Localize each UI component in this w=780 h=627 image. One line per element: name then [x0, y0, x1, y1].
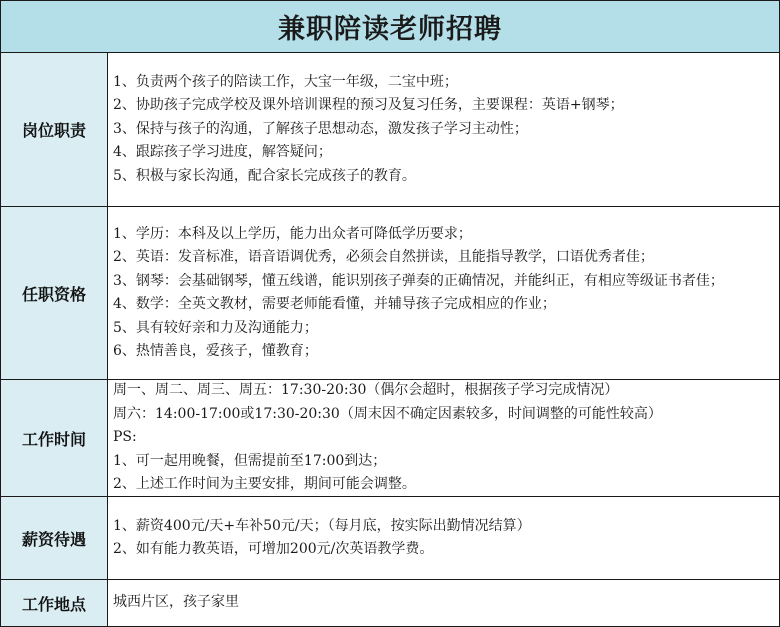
section-work-hours [1, 380, 779, 497]
list-item: 4、数学：全英文教材，需要老师能看懂，并辅导孩子完成相应的作业； [113, 296, 556, 312]
section-label-qualifications: 任职资格 [1, 207, 108, 379]
list-item: 周六：14:00-17:00或17:30-20:30（周末因不确定因素较多，时间调整的可能性较高） [113, 405, 662, 422]
list-item: 5、具有较好亲和力及沟通能力； [113, 319, 318, 336]
section-label-salary: 薪资待遇 [1, 497, 108, 579]
list-item: 城西片区，孩子家里 [113, 594, 239, 611]
section-content-work-hours [113, 380, 771, 496]
section-content-duties [113, 53, 771, 206]
section-qualifications [1, 207, 779, 380]
section-location [1, 580, 779, 626]
list-item: 2、英语：发音标准，语音语调优秀，必须会自然拼读，且能指导教学，口语优秀者佳； [113, 249, 654, 265]
list-item: 4、跟踪孩子学习进度，解答疑问； [113, 144, 332, 161]
section-label-location: 工作地点 [1, 580, 108, 626]
section-content-qualifications [113, 207, 771, 379]
list-item: PS: [113, 429, 137, 446]
page-title: 兼职陪读老师招聘 [1, 1, 779, 53]
list-item: 2、如有能力教英语，可增加200元/次英语教学费。 [113, 541, 434, 557]
section-label-work-hours: 工作时间 [1, 380, 108, 496]
list-item: 3、保持与孩子的沟通，了解孩子思想动态，激发孩子学习主动性； [113, 120, 528, 137]
list-item: 1、学历：本科及以上学历，能力出众者可降低学历要求； [113, 225, 472, 242]
list-item: 1、可一起用晚餐，但需提前至17:00到达； [113, 452, 387, 469]
list-item: 5、积极与家长沟通，配合家长完成孩子的教育。 [113, 167, 416, 184]
list-item: 2、协助孩子完成学校及课外培训课程的预习及复习任务，主要课程：英语+钢琴； [113, 97, 624, 114]
section-content-location [113, 580, 771, 626]
section-label-duties: 岗位职责 [1, 53, 108, 206]
list-item: 1、薪资400元/天+车补50元/天；（每月底，按实际出勤情况结算） [113, 517, 531, 534]
section-duties [1, 53, 779, 207]
list-item: 3、钢琴：会基础钢琴，懂五线谱，能识别孩子弹奏的正确情况，并能纠正，有相应等级证书者佳； [113, 272, 724, 289]
list-item: 周一、周二、周三、周五：17:30-20:30（偶尔会超时，根据孩子学习完成情况） [113, 382, 619, 399]
list-item: 2、上述工作时间为主要安排，期间可能会调整。 [113, 476, 416, 493]
list-item: 1、负责两个孩子的陪读工作，大宝一年级，二宝中班； [113, 73, 458, 90]
section-salary [1, 497, 779, 580]
list-item: 6、热情善良，爱孩子，懂教育； [113, 343, 318, 359]
section-content-salary [113, 497, 771, 579]
